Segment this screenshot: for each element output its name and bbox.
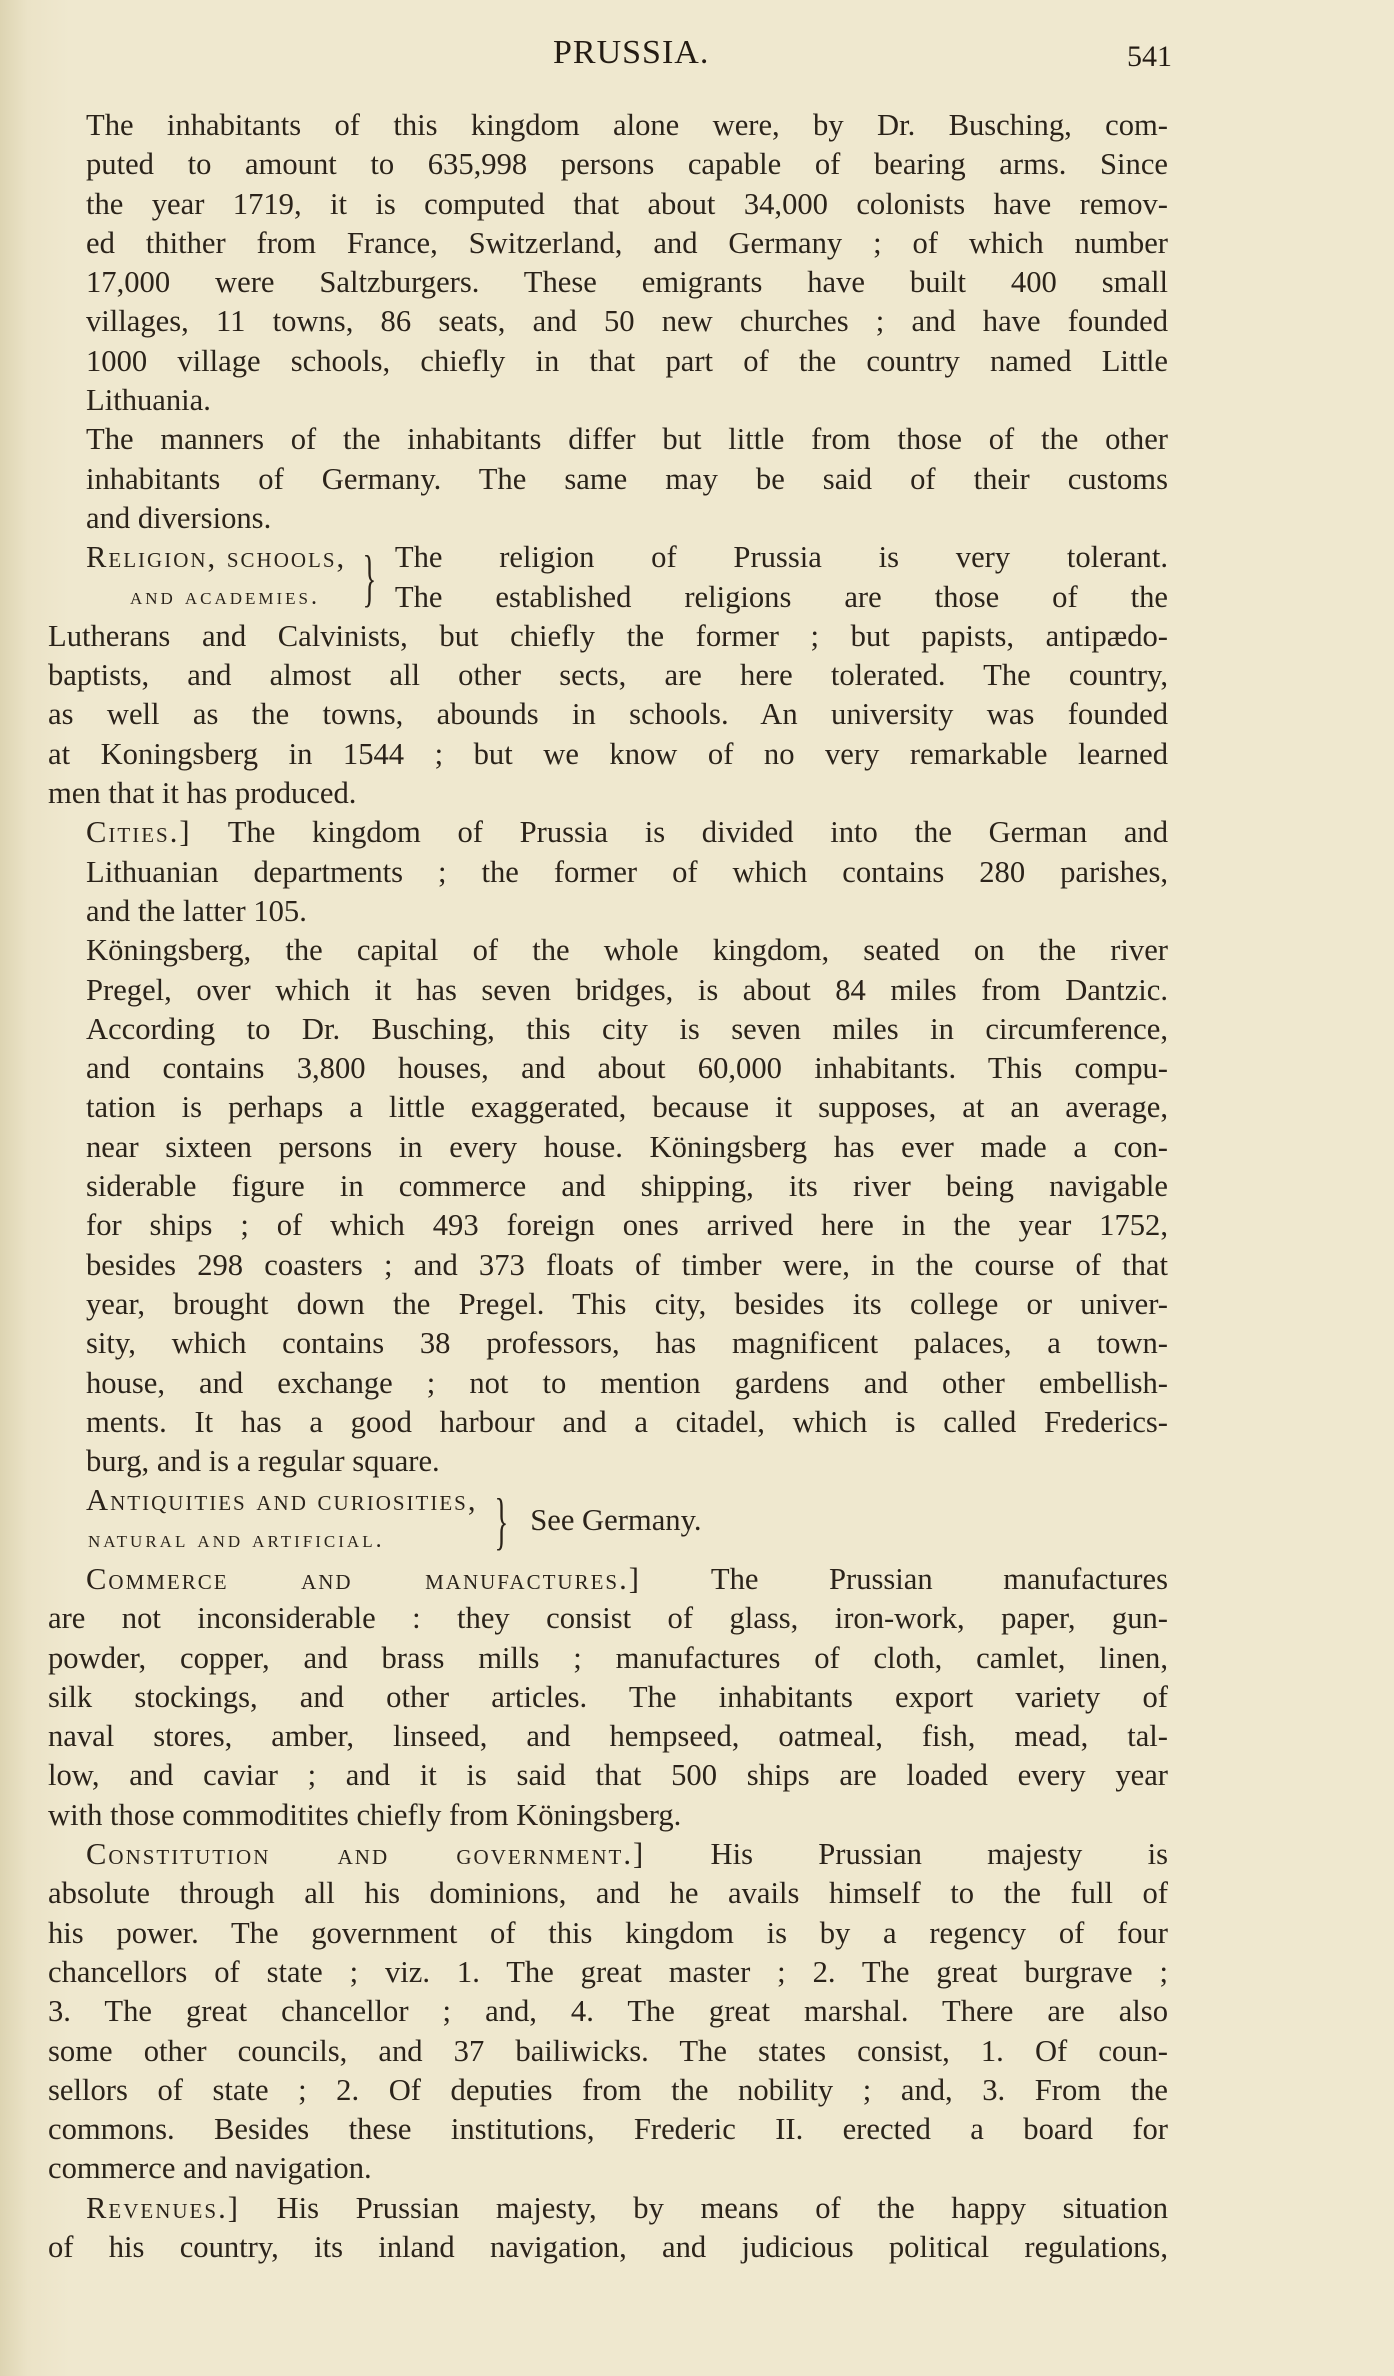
body-text: [48, 106, 1168, 2267]
text-line: inhabitants of Germany. The same may be said of their customs: [86, 461, 1168, 496]
text-line: commerce and navigation.: [48, 2151, 372, 2186]
text-line: 1000 village schools, chiefly in that part of the country named Little: [86, 343, 1168, 378]
text-line: The religion of Prussia is very tolerant.: [394, 540, 1168, 575]
book-page: [48, 30, 1172, 2360]
text-line: the year 1719, it is computed that about 34,000 colonists have remov-: [86, 186, 1168, 221]
religion-heading-line1: Religion, schools,: [86, 540, 347, 575]
paragraph-cities: [48, 813, 1168, 931]
section-religion: [48, 538, 1168, 813]
text-line: and contains 3,800 houses, and about 60,000 inhabitants. This compu-: [86, 1051, 1168, 1086]
text-line: for ships ; of which 493 foreign ones arrived here in the year 1752,: [86, 1208, 1168, 1243]
text-line: as well as the towns, abounds in schools. An university was founded: [48, 697, 1168, 732]
text-line: puted to amount to 635,998 persons capable of bearing arms. Since: [86, 147, 1168, 182]
cities-heading: Cities.]: [86, 815, 192, 850]
text-line: near sixteen persons in every house. Köningsberg has ever made a con-: [86, 1129, 1168, 1164]
text-line: commons. Besides these institutions, Frederic II. erected a board for: [48, 2112, 1168, 2147]
page-number: 541: [1127, 40, 1172, 73]
text-line: sity, which contains 38 professors, has magnificent palaces, a town-: [86, 1326, 1168, 1361]
paragraph-population: [48, 106, 1168, 420]
text-line: ed thither from France, Switzerland, and Germany ; of which number: [86, 225, 1168, 260]
text-line: and diversions.: [86, 500, 272, 535]
text-line: powder, copper, and brass mills ; manufactures of cloth, camlet, linen,: [48, 1640, 1168, 1675]
text-line: some other councils, and 37 bailiwicks. The states consist, 1. Of coun-: [48, 2033, 1168, 2068]
text-line: with those commoditites chiefly from Köningsberg.: [48, 1797, 682, 1832]
religion-heading-line2: and academies.: [130, 583, 320, 610]
text-line: According to Dr. Busching, this city is seven miles in circumference,: [86, 1011, 1168, 1046]
text-line: at Koningsberg in 1544 ; but we know of no very remarkable learned: [48, 736, 1168, 771]
text-line: low, and caviar ; and it is said that 500 ships are loaded every year: [48, 1758, 1168, 1793]
section-commerce: [48, 1560, 1168, 1835]
text-line: villages, 11 towns, 86 seats, and 50 new churches ; and have founded: [86, 304, 1168, 339]
text-line: [48, 2189, 1168, 2228]
text-line: Pregel, over which it has seven bridges, is about 84 miles from Dantzic.: [86, 972, 1168, 1007]
constitution-first-line: His Prussian majesty is: [710, 1837, 1168, 1872]
text-line: men that it has produced.: [48, 776, 357, 811]
antiquities-heading-line1: Antiquities and curiosities,: [86, 1483, 478, 1518]
text-line: tation is perhaps a little exaggerated, because it supposes, at an average,: [86, 1090, 1168, 1125]
running-head: [48, 30, 1172, 106]
text-line: besides 298 coasters ; and 373 floats of timber were, in the course of that: [86, 1247, 1168, 1282]
text-line: 3. The great chancellor ; and, 4. The great marshal. There are also: [48, 1994, 1168, 2029]
text-line: naval stores, amber, linseed, and hempseed, oatmeal, fish, mead, tal-: [48, 1719, 1168, 1754]
text-line: his power. The government of this kingdom is by a regency of four: [48, 1915, 1168, 1950]
text-line: silk stockings, and other articles. The inhabitants export variety of: [48, 1679, 1168, 1714]
text-line: sellors of state ; 2. Of deputies from the nobility ; and, 3. From the: [48, 2072, 1168, 2107]
antiquities-heading: [86, 1481, 478, 1560]
text-line: Lutherans and Calvinists, but chiefly the former ; but papists, antipædo-: [48, 618, 1168, 653]
text-line: 17,000 were Saltzburgers. These emigrants have built 400 small: [86, 265, 1168, 300]
text-line: year, brought down the Pregel. This city, besides its college or univer-: [86, 1286, 1168, 1321]
text-line: [48, 813, 1168, 852]
text-line: chancellors of state ; viz. 1. The great master ; 2. The great burgrave ;: [48, 1954, 1168, 1989]
text-line: and the latter 105.: [86, 893, 307, 928]
religion-heading: [86, 538, 346, 617]
text-line: ments. It has a good harbour and a citadel, which is called Frederics-: [86, 1404, 1168, 1439]
revenues-heading: Revenues.]: [86, 2190, 240, 2225]
text-line: siderable figure in commerce and shipping, its river being navigable: [86, 1169, 1168, 1204]
text-line: The manners of the inhabitants differ but little from those of the other: [86, 422, 1168, 457]
antiquities-heading-line2: natural and artificial.: [88, 1526, 385, 1553]
commerce-first-line: The Prussian manufactures: [710, 1561, 1168, 1596]
section-constitution: [48, 1835, 1168, 2189]
commerce-heading: Commerce and manufactures.]: [86, 1561, 641, 1596]
antiquities-sidehead: [48, 1481, 1168, 1560]
religion-sidehead: [48, 538, 1168, 617]
text-line: absolute through all his dominions, and he avails himself to the full of: [48, 1876, 1168, 1911]
text-line: of his country, its inland navigation, and judicious political regulations,: [48, 2230, 1168, 2265]
antiquities-text: See Germany.: [530, 1503, 702, 1538]
text-line: burg, and is a regular square.: [86, 1444, 440, 1479]
text-line: [48, 1560, 1168, 1599]
text-line: The inhabitants of this kingdom alone were, by Dr. Busching, com-: [86, 108, 1168, 142]
constitution-heading: Constitution and government.]: [86, 1837, 646, 1872]
cities-first-line: The kingdom of Prussia is divided into the German and: [227, 815, 1168, 850]
religion-side-text: [395, 538, 1168, 617]
text-line: house, and exchange ; not to mention gardens and other embellish-: [86, 1365, 1168, 1400]
brace-glyph: }: [493, 1484, 508, 1556]
revenues-first-line: His Prussian majesty, by means of the happy situation: [276, 2190, 1168, 2225]
text-line: are not inconsiderable : they consist of glass, iron-work, paper, gun-: [48, 1601, 1168, 1636]
text-line: The established religions are those of the: [394, 579, 1168, 614]
text-line: Köningsberg, the capital of the whole kingdom, seated on the river: [86, 933, 1168, 968]
text-line: Lithuania.: [86, 383, 211, 418]
paragraph-manners: [48, 420, 1168, 538]
paragraph-konigsberg: [48, 931, 1168, 1481]
text-line: [48, 1835, 1168, 1874]
running-title: PRUSSIA.: [553, 34, 710, 71]
brace-glyph: }: [362, 541, 377, 613]
section-revenues: [48, 2189, 1168, 2268]
text-line: Lithuanian departments ; the former of which contains 280 parishes,: [86, 854, 1168, 889]
text-line: baptists, and almost all other sects, are here tolerated. The country,: [48, 658, 1168, 693]
